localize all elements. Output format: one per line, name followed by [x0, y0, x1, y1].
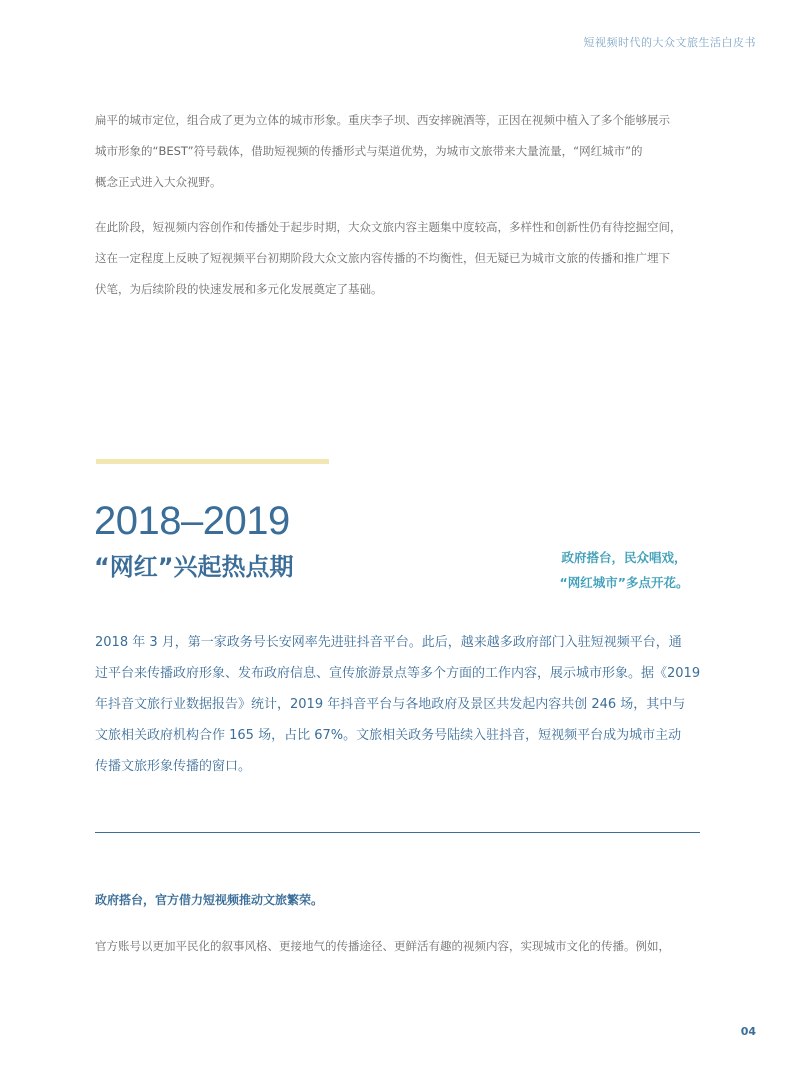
pull-quote-line: “网红城市”多点开花。 — [559, 575, 689, 590]
text-line: 伏笔，为后续阶段的快速发展和多元化发展奠定了基础。 — [95, 282, 383, 296]
intro-paragraph-1 — [95, 105, 707, 198]
page-number: 04 — [740, 1025, 756, 1038]
pull-quote-line: 政府搭台，民众唱戏， — [561, 550, 687, 565]
section-title: “网红”兴起热点期 — [94, 553, 294, 581]
subsection-paragraph: 官方账号以更加平民化的叙事风格、更接地气的传播途径、更鲜活有趣的视频内容，实现城市文化的传播。例如， — [95, 939, 670, 953]
subsection-heading: 政府搭台，官方借力短视频推动文旅繁荣。 — [95, 893, 324, 907]
text-line: 过平台来传播政府形象、发布政府信息、宣传旅游景点等多个方面的工作内容，展示城市形象。据《2019 — [95, 666, 701, 681]
text-line: 2018 年 3 月，第一家政务号长安网率先进驻抖音平台。此后，越来越多政府部门入驻短视频平台，通 — [95, 635, 682, 650]
text-line: 这在一定程度上反映了短视频平台初期阶段大众文旅内容传播的不均衡性，但无疑已为城市文旅的传播和推广埋下 — [95, 251, 670, 265]
text-line: 概念正式进入大众视野。 — [95, 175, 222, 189]
text-line: 传播文旅形象传播的窗口。 — [95, 759, 252, 774]
intro-paragraph-2 — [95, 212, 707, 305]
text-line: 年抖音文旅行业数据报告》统计，2019 年抖音平台与各地政府及景区共发起内容共创 246 场，其中与 — [95, 697, 686, 712]
text-line: 在此阶段，短视频内容创作和传播处于起步时期，大众文旅内容主题集中度较高，多样性和创新性仍有待挖掘空间， — [95, 220, 682, 234]
text-line: 文旅相关政府机构合作 165 场，占比 67%。文旅相关政务号陆续入驻抖音，短视频平台成为城市主动 — [95, 728, 682, 743]
text-line: 扁平的城市定位，组合成了更为立体的城市形象。重庆李子坝、西安摔碗酒等，正因在视频中植入了多个能够展示 — [95, 113, 670, 127]
section-year-range: 2018–2019 — [94, 499, 290, 543]
section-divider — [95, 832, 700, 833]
section-body — [95, 627, 707, 782]
section-accent-bar — [96, 459, 329, 464]
document-header-title: 短视频时代的大众文旅生活白皮书 — [583, 36, 756, 49]
pull-quote — [545, 545, 703, 595]
text-line: 城市形象的“BEST”符号载体，借助短视频的传播形式与渠道优势，为城市文旅带来大量流量，“网红城市”的 — [95, 144, 643, 158]
